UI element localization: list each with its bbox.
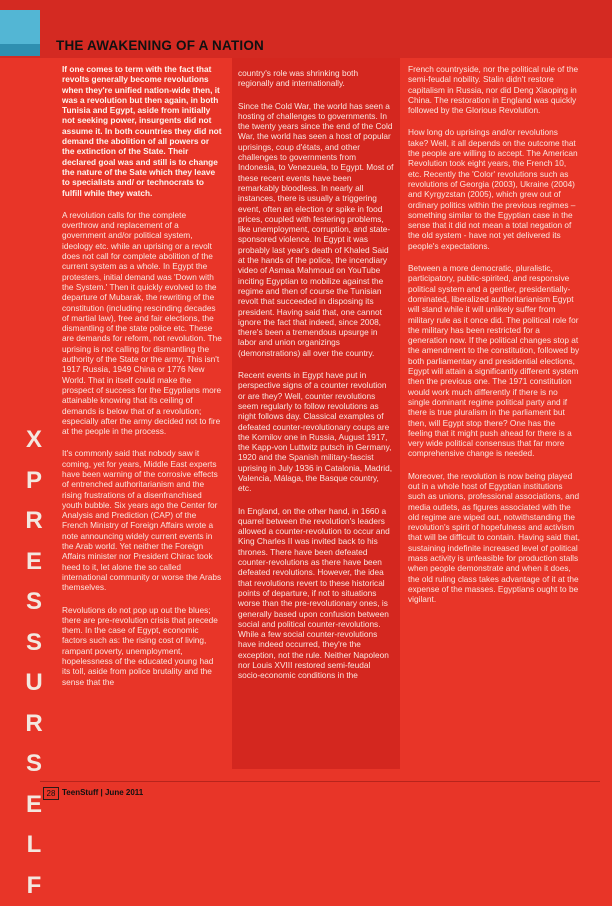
article-headline: THE AWAKENING OF A NATION xyxy=(56,38,264,53)
side-letter: U xyxy=(14,663,54,704)
article-column-1 xyxy=(62,64,222,699)
page-number: 28 xyxy=(43,787,59,800)
body-paragraph: Revolutions do not pop up out the blues; there are pre-revolution crisis that precede them. In the case of Egypt, economic factors such as: the rising cost of living, rampant poverty, unemployment, hopelessness of the educated young had its toll, aside from police brutality and the sense that the xyxy=(62,605,222,687)
side-letter: S xyxy=(14,623,54,664)
article-column-2 xyxy=(232,58,400,769)
article-column-3 xyxy=(408,64,580,617)
side-letter: L xyxy=(14,825,54,866)
body-paragraph: Recent events in Egypt have put in perspective signs of a counter revolution or are they? Well, counter revolutions seem regularly to follow revolutions as night follows day. Classical examples of defeated counter-revolutionary coups are the Kornilov one in Russia, August 1917, the Kapp-von Luttwitz putsch in Germany, 1920 and the Spanish military-fascist uprising in July 1936 in Catalonia, Madrid, Valencia, Málaga, the Basque country, etc. xyxy=(238,370,394,494)
side-letter: S xyxy=(14,744,54,785)
side-letter: X xyxy=(14,420,54,461)
body-paragraph: It's commonly said that nobody saw it coming, yet for years, Middle East experts have been warning of the corrosive effects of entrenched authoritarianism and the rising frustrations of a disenfranchised youth bubble. Six years ago the Center for Analysis and Prediction (CAP) of the French Ministry of Foreign Affairs wrote a note announcing widely current events in the Arab world. Yet neither the Foreign Affairs minister nor President Chirac took heed to it, let alone the so called international community or worse the Arabs themselves. xyxy=(62,448,222,592)
body-paragraph: A revolution calls for the complete overthrow and replacement of a government and/or political system, ideology etc. while an uprising or a revolt does not call for complete abolition of the current system as a whole. In Egypt the protesters, initial demand was 'Down with the System.' Then it quickly evolved to the departure of Mubarak, the rewriting of the constitution (including rescinding decades of martial law), free and fair elections, the dismantling of the state police etc. These are demands for reform, not revolution. The uprising is not calling for dismantling the authority of the State or the army. This isn't 1917 Russia, 1949 China or 1776 New World. That in itself could make the prospect of success for the Egyptians more attainable knowing that its ceiling of demands is below that of a revolution; especially after the army decided not to fire at the people in the process. xyxy=(62,210,222,437)
lead-paragraph: If one comes to term with the fact that revolts generally become revolutions when they're unified nation-wide then, it was a revolution but then again, in both Tunisia and Egypt, aside from initially not seeking power, insurgents did not assume it. In both countries they did not demand the abolition of all powers or the extinction of the State. Their declared goal was and still is to change the nature of the Sate which they leave to specialists and/ or technocrats to fulfill while they watch. xyxy=(62,64,222,198)
side-letter: E xyxy=(14,542,54,583)
side-letter: P xyxy=(14,461,54,502)
side-letter: R xyxy=(14,704,54,745)
side-letter: F xyxy=(14,866,54,906)
side-letter: E xyxy=(14,785,54,826)
body-paragraph: French countryside, nor the political rule of the semi-feudal nobility. Stalin didn't restore capitalism in Russia, nor did Deng Xiaoping in China. The restoration in England was quickly followed by the Glorious Revolution. xyxy=(408,64,580,115)
body-paragraph: How long do uprisings and/or revolutions take? Well, it all depends on the outcome that the people are willing to accept. The American Revolution took eight years, the French 10, etc. Recently the 'Color' revolutions such as revolutions of Georgia (2003), Ukraine (2004) and Kyrgyzstan (2005), which grew out of ordinary politics within the previous regimes – something similar to the Egyptian case in the sense that it did not mean a total negation of the old system - have not yet delivered its people's expectations. xyxy=(408,127,580,251)
side-letter: R xyxy=(14,501,54,542)
side-letter: S xyxy=(14,582,54,623)
body-paragraph: In England, on the other hand, in 1660 a quarrel between the revolution's leaders allowed a counter-revolution to occur and King Charles II was invited back to his thrones. There have been defeated counter-revolutions as there have been defeated revolutions. However, the idea that revolutions revert to these historical points of departure, if not to situations worse than the pre-revolutionary ones, is generally based upon confusion between social and political counter-revolutions. While a few social counter-revolutions have indeed occurred, they're the exception, not the rule. Neither Napoleon nor Louis XVIII restored semi-feudal socio-economic conditions in the xyxy=(238,506,394,681)
body-paragraph: Between a more democratic, pluralistic, participatory, public-spirited, and responsive political system and a gentler, presidentially-dominated, liberalized authoritarianism Egypt will stand while it will unlikely suffer from military rule as it once did. The political role for the military has been restricted for a generation now. If the political changes stop at the amendment to the constitution, followed by both parliamentary and presidential elections, Egypt will attain a significantly different system then the previous one. The 1971 constitution would work much differently if there is no single dominant regime political party and if there is true pluralism in the parliament but then, will Egypt stop there? One has the feeling that it might push ahead for there is a very wide political consensus that far more comprehensive change is needed. xyxy=(408,263,580,459)
body-paragraph: Moreover, the revolution is now being played out in a whole host of Egyptian institutions such as unions, professional associations, and media outlets, as figures associated with the old regime are wiped out, notwithstanding the revolution's spirit of hopefulness and activism that will be difficult to contain. Having said that, sustaining indefinite increased level of political mass activity is unfeasible for production stalls when people demonstrate and when it does, the old ruling class takes advantage of it at the expense of the masses. Egyptians ought to be vigilant. xyxy=(408,471,580,605)
body-paragraph: Since the Cold War, the world has seen a hosting of challenges to governments. In the twenty years since the end of the Cold War, the world has seen a host of popular uprisings, coup d'états, and other challenges to governments from Indonesia, to Venezuela, to Egypt. Most of these recent events have been remarkably bloodless. In nearly all instances, there is usually a triggering event, often an election or spike in food prices, coupled with festering problems, like unemployment, corruption, and state-sponsored violence. In Egypt it was probably last year's death of Khaled Said at the hands of the police, the incendiary video of Asmaa Mahmoud on YouTube inciting Egyptian to mobilize against the regime and then of course the Tunisian revolt that succeeded in disposing its president. Having said that, one cannot ignore the fact that indeed, since 2008, there's been a tremendous upsurge in labor and union organizings (demonstrations) all over the country. xyxy=(238,101,394,358)
page-footer xyxy=(40,781,600,800)
body-paragraph: country's role was shrinking both regionally and internationally. xyxy=(238,68,394,89)
section-label-xpress-urself xyxy=(14,420,54,906)
section-tab xyxy=(0,10,40,56)
publication-info: TeenStuff | June 2011 xyxy=(62,787,143,798)
